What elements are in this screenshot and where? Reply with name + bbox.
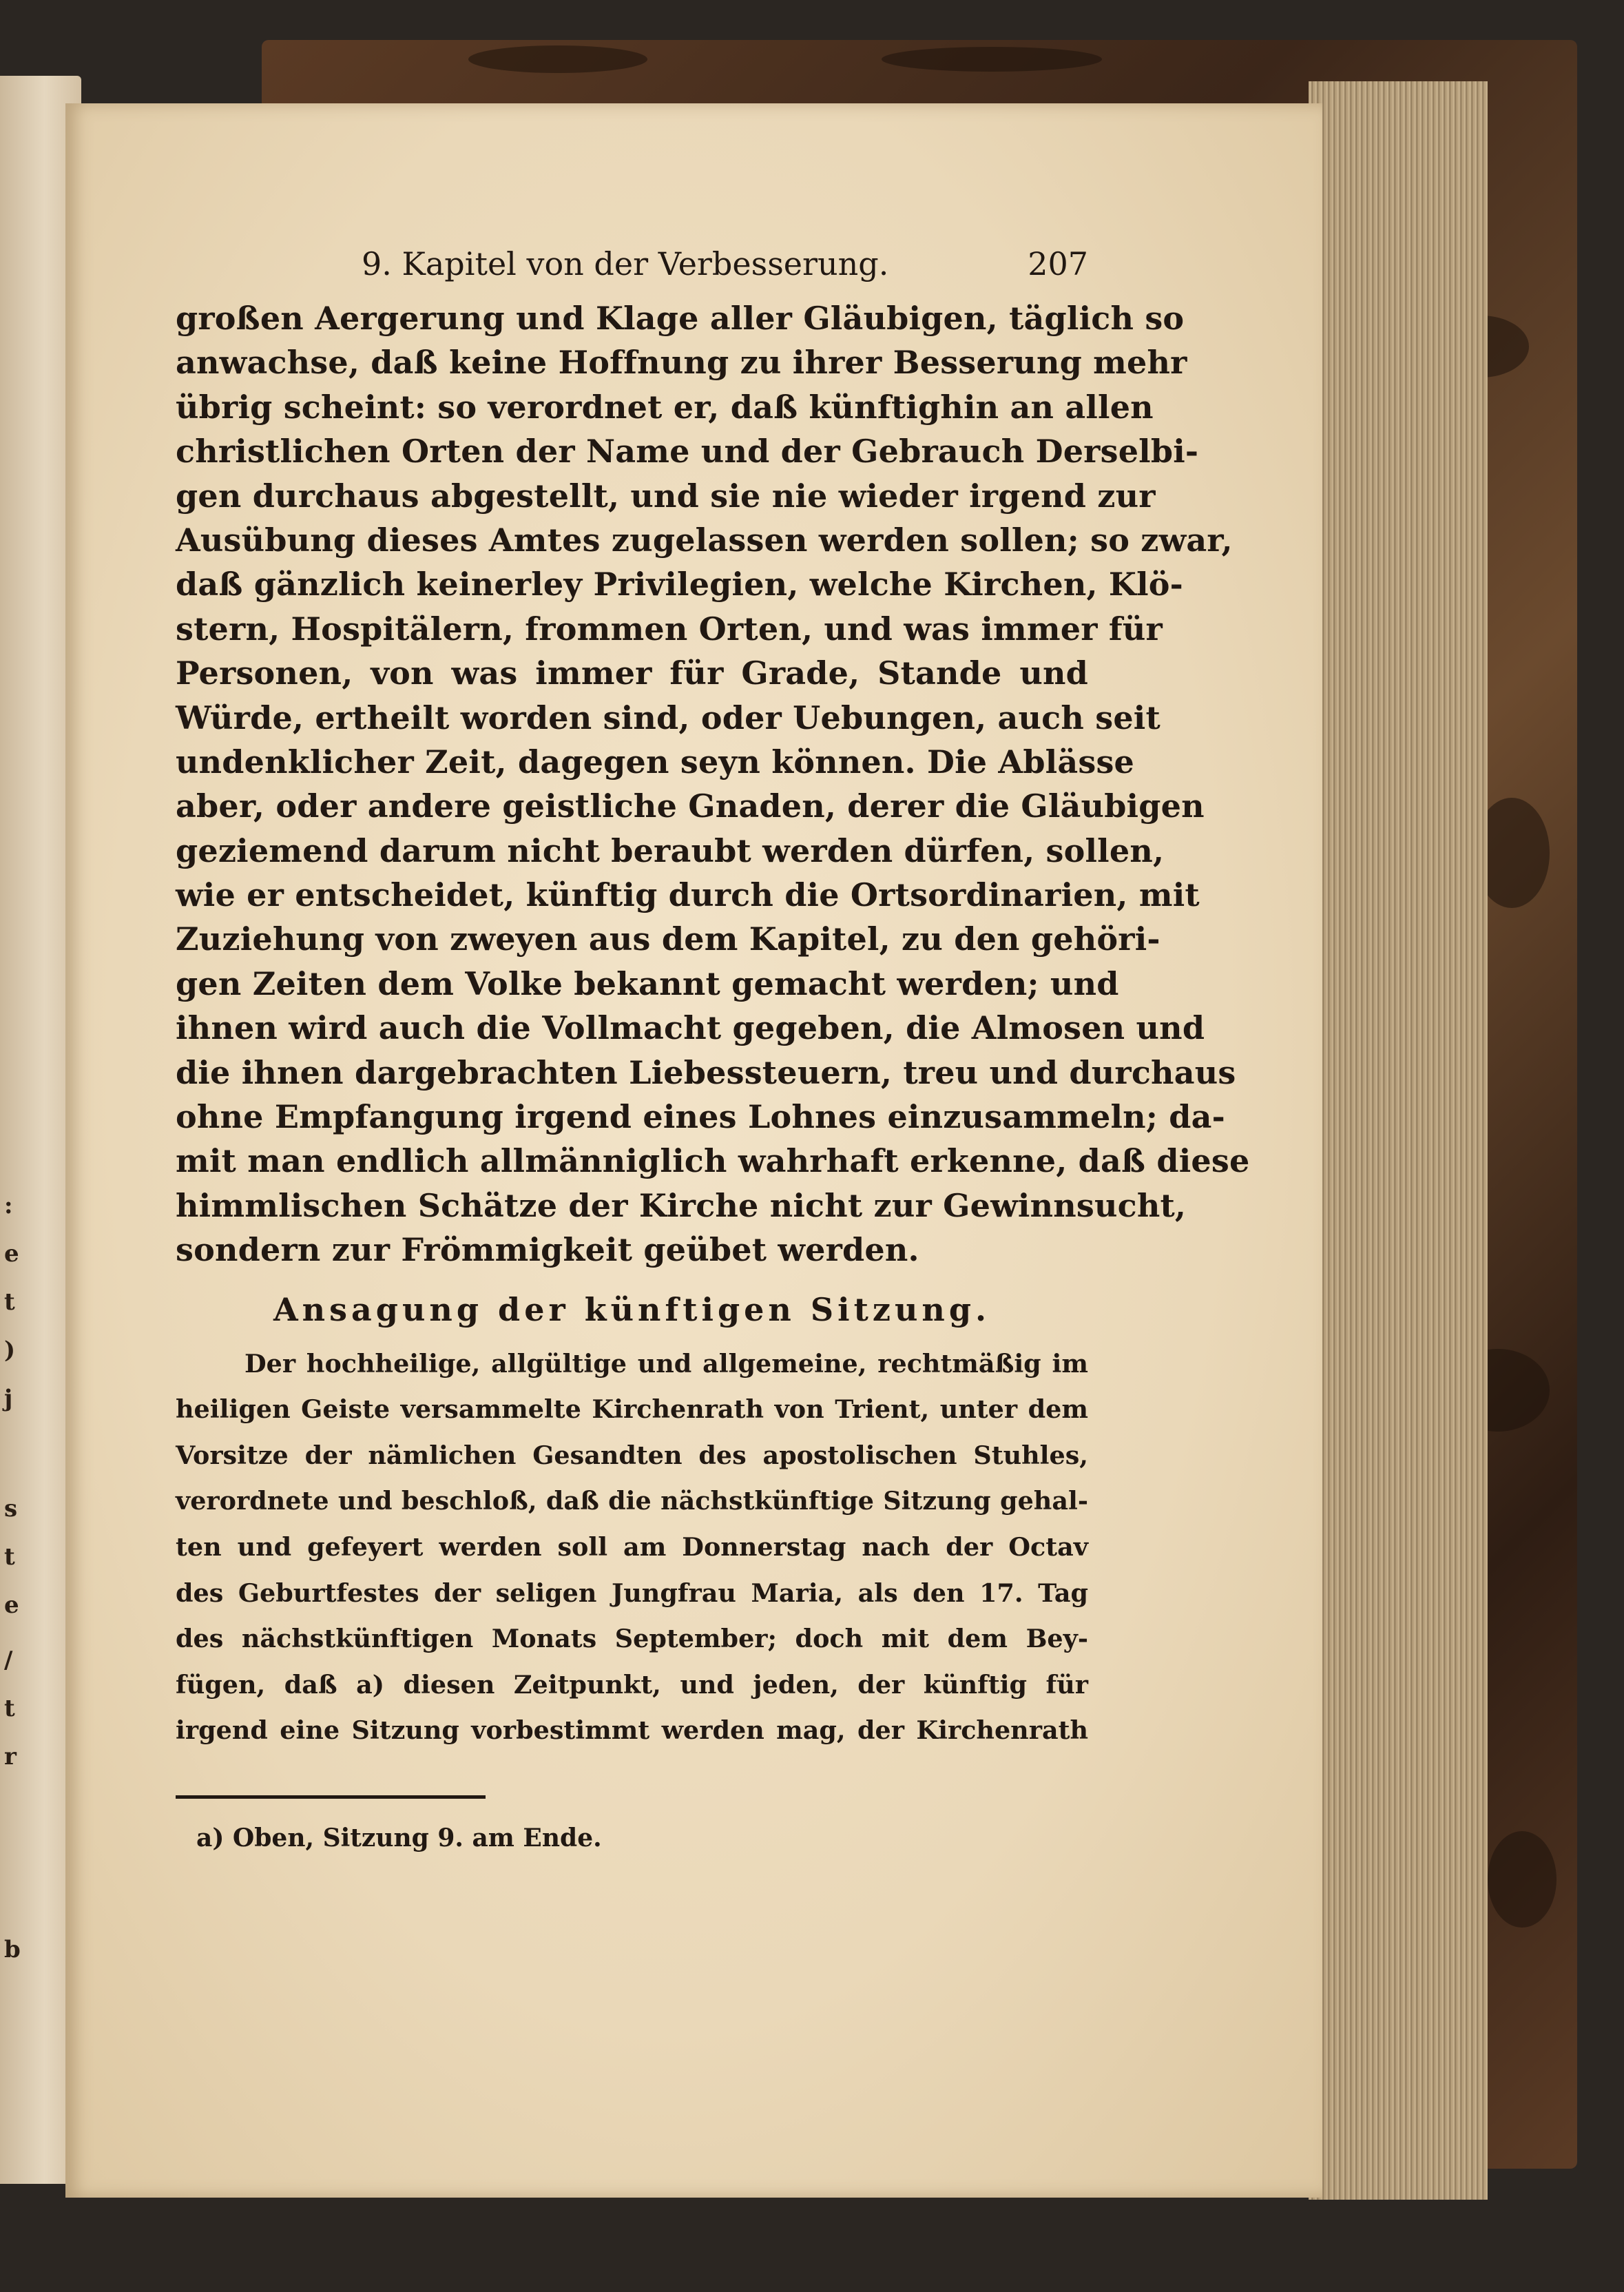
text-line: himmlischen Schätze der Kirche nicht zur Gewinnsucht, bbox=[176, 1186, 1187, 1224]
section-paragraph bbox=[176, 1341, 1088, 1754]
text-line: fügen, daß a) diesen Zeitpunkt, und jeden, der künftig für bbox=[176, 1669, 1088, 1700]
left-page-mark: ) bbox=[4, 1336, 16, 1364]
section-heading: Ansagung der künftigen Sitzung. bbox=[273, 1290, 991, 1328]
text-line: stern, Hospitälern, frommen Orten, und was immer für bbox=[176, 610, 1163, 648]
text-line: übrig scheint: so verordnet er, daß künftighin an allen bbox=[176, 388, 1154, 426]
text-line: des Geburtfestes der seligen Jungfrau Maria, als den 17. Tag bbox=[176, 1578, 1088, 1608]
text-line: anwachse, daß keine Hoffnung zu ihrer Besserung mehr bbox=[176, 344, 1187, 382]
text-line: mit man endlich allmänniglich wahrhaft erkenne, daß diese bbox=[176, 1142, 1250, 1180]
running-head: 9. Kapitel von der Verbesserung. bbox=[362, 245, 889, 282]
left-page-mark: j bbox=[4, 1385, 13, 1412]
left-page-mark: : bbox=[4, 1192, 13, 1219]
text-line: heiligen Geiste versammelte Kirchenrath von Trient, unter dem bbox=[176, 1394, 1088, 1425]
text-line: Ausübung dieses Amtes zugelassen werden sollen; so zwar, bbox=[176, 521, 1233, 559]
text-line: sondern zur Frömmigkeit geübet werden. bbox=[176, 1231, 919, 1269]
left-page-mark: e bbox=[4, 1591, 19, 1619]
text-line: ohne Empfangung irgend eines Lohnes einzusammeln; da- bbox=[176, 1098, 1225, 1136]
left-page-mark: s bbox=[4, 1495, 18, 1522]
left-page-mark: r bbox=[4, 1743, 17, 1770]
text-line: gen Zeiten dem Volke bekannt gemacht werden; und bbox=[176, 964, 1119, 1002]
left-page-mark: t bbox=[4, 1543, 15, 1571]
text-line: Würde, ertheilt worden sind, oder Uebungen, auch seit bbox=[176, 699, 1160, 736]
body-paragraph bbox=[176, 296, 1250, 1272]
text-line: undenklicher Zeit, dagegen seyn können. Die Ablässe bbox=[176, 743, 1135, 781]
page-header bbox=[176, 233, 1088, 296]
cover-marbling bbox=[468, 45, 647, 73]
text-line: Vorsitze der nämlichen Gesandten des apostolischen Stuhles, bbox=[176, 1440, 1088, 1470]
text-line: verordnete und beschloß, daß die nächstkünftige Sitzung gehal- bbox=[176, 1486, 1088, 1516]
text-line: gen durchaus abgestellt, und sie nie wieder irgend zur bbox=[176, 477, 1156, 515]
text-line: daß gänzlich keinerley Privilegien, welche Kirchen, Klö- bbox=[176, 566, 1183, 603]
text-line: Der hochheilige, allgültige und allgemeine, rechtmäßig im bbox=[244, 1348, 1088, 1379]
page-text bbox=[176, 233, 1250, 1852]
left-page-mark: / bbox=[4, 1646, 13, 1674]
text-line: wie er entscheidet, künftig durch die Ortsordinarien, mit bbox=[176, 876, 1200, 914]
text-line: geziemend darum nicht beraubt werden dürfen, sollen, bbox=[176, 832, 1165, 869]
left-page-mark: b bbox=[4, 1936, 21, 1963]
text-line: die ihnen dargebrachten Liebessteuern, treu und durchaus bbox=[176, 1053, 1236, 1091]
left-page-mark: e bbox=[4, 1240, 19, 1268]
text-line: irgend eine Sitzung vorbestimmt werden mag, der Kirchenrath bbox=[176, 1715, 1088, 1746]
page-number: 207 bbox=[1028, 245, 1088, 282]
text-line: Zuziehung von zweyen aus dem Kapitel, zu den gehöri- bbox=[176, 920, 1160, 958]
text-line: ten und gefeyert werden soll am Donnerstag nach der Octav bbox=[176, 1531, 1088, 1562]
text-line: Personen, von was immer für Grade, Stande und bbox=[176, 654, 1088, 692]
cover-marbling bbox=[1488, 1831, 1557, 1928]
left-page-mark: t bbox=[4, 1288, 15, 1316]
text-line: des nächstkünftigen Monats September; doch mit dem Bey- bbox=[176, 1624, 1088, 1654]
text-line: ihnen wird auch die Vollmacht gegeben, die Almosen und bbox=[176, 1009, 1205, 1047]
left-page-mark: t bbox=[4, 1695, 15, 1722]
text-line: aber, oder andere geistliche Gnaden, derer die Gläubigen bbox=[176, 787, 1205, 825]
page-edges bbox=[1309, 81, 1488, 2200]
text-line: christlichen Orten der Name und der Gebrauch Derselbi- bbox=[176, 433, 1199, 471]
cover-marbling bbox=[882, 47, 1102, 72]
text-line: großen Aergerung und Klage aller Gläubigen, täglich so bbox=[176, 300, 1185, 337]
footnote-rule bbox=[176, 1795, 486, 1799]
footnote: a) Oben, Sitzung 9. am Ende. bbox=[196, 1823, 602, 1852]
